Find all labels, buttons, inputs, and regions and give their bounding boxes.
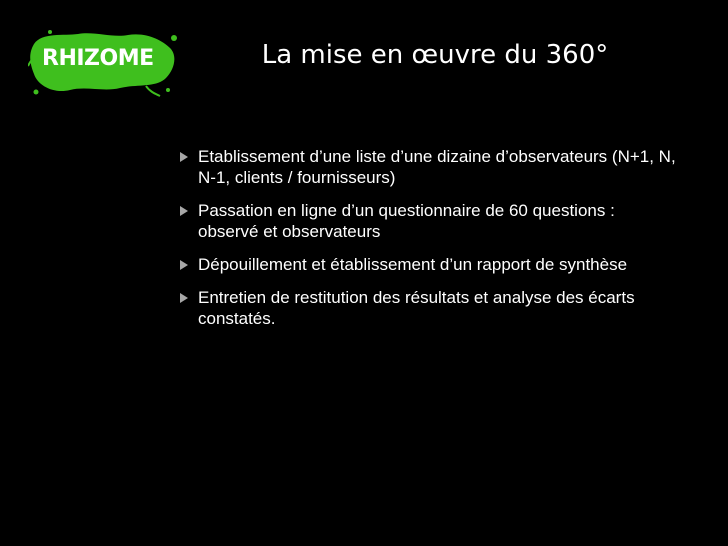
list-item-text: Entretien de restitution des résultats et analyse des écarts constatés. <box>198 288 635 328</box>
list-item <box>178 146 678 188</box>
list-item <box>178 287 678 329</box>
bullet-arrow-icon <box>180 206 188 216</box>
list-item-text: Passation en ligne d’un questionnaire de 60 questions : observé et observateurs <box>198 201 615 241</box>
list-item <box>178 254 678 275</box>
list-item-text: Dépouillement et établissement d’un rapport de synthèse <box>198 255 628 274</box>
logo-text <box>42 48 154 70</box>
list-item <box>178 200 678 242</box>
slide-title: La mise en œuvre du 360° <box>261 40 609 70</box>
bullet-list <box>178 146 678 341</box>
bullet-arrow-icon <box>180 260 188 270</box>
bullet-arrow-icon <box>180 293 188 303</box>
list-item-text: Etablissement d’une liste d’une dizaine d’observateurs (N+1, N, N-1, clients / fournisseurs) <box>198 147 676 187</box>
rhizome-logo <box>28 26 178 98</box>
logo-text-part2: IZOME <box>76 46 154 71</box>
logo-text-part1: RH <box>42 46 77 71</box>
bullet-arrow-icon <box>180 152 188 162</box>
